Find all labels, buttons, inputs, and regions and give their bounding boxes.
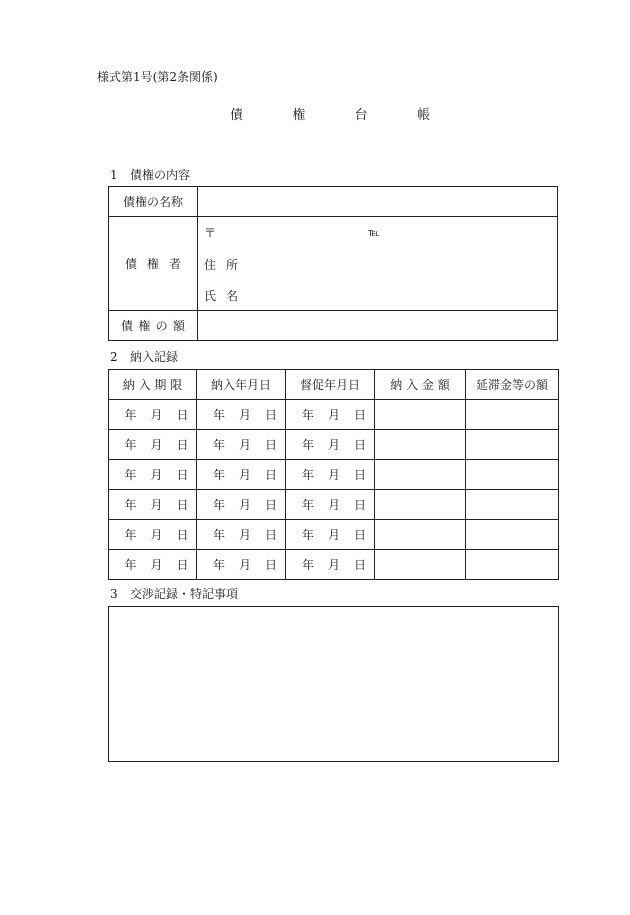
date-unit: 月 (327, 558, 340, 572)
header-late-fee: 延滞金等の額 (466, 370, 559, 400)
late-fee-cell[interactable] (466, 550, 559, 580)
date-placeholder (294, 496, 366, 513)
reminder-date-cell[interactable] (286, 430, 375, 460)
table-row (109, 400, 559, 430)
table-row (109, 460, 559, 490)
header-payment-amount: 納 入 金 額 (375, 370, 466, 400)
payment-record-table (108, 369, 559, 580)
date-unit: 月 (238, 438, 251, 452)
payment-amount-cell[interactable] (375, 430, 466, 460)
date-unit: 年 (213, 558, 226, 572)
date-unit: 年 (124, 438, 137, 452)
due-date-cell[interactable] (109, 550, 197, 580)
date-unit: 年 (302, 498, 315, 512)
date-unit: 年 (302, 528, 315, 542)
section-title: 債権の内容 (130, 168, 191, 182)
date-unit: 日 (353, 558, 366, 572)
date-placeholder (294, 526, 366, 543)
date-unit: 日 (176, 468, 189, 482)
due-date-cell[interactable] (109, 490, 197, 520)
date-unit: 年 (213, 408, 226, 422)
late-fee-cell[interactable] (466, 460, 559, 490)
date-unit: 日 (264, 558, 277, 572)
date-unit: 年 (124, 558, 137, 572)
label-char: の (155, 319, 168, 333)
date-placeholder (205, 496, 277, 513)
date-unit: 年 (213, 498, 226, 512)
reminder-date-cell[interactable] (286, 460, 375, 490)
payment-amount-cell[interactable] (375, 520, 466, 550)
label-char: 名 (225, 289, 238, 303)
payment-amount-cell[interactable] (375, 400, 466, 430)
payment-date-cell[interactable] (197, 550, 286, 580)
late-fee-cell[interactable] (466, 520, 559, 550)
section-title: 交渉記録・特記事項 (130, 587, 239, 601)
table-header-row (109, 370, 559, 400)
reminder-date-cell[interactable] (286, 490, 375, 520)
payment-date-cell[interactable] (197, 430, 286, 460)
label-char: 住 (204, 258, 217, 272)
date-unit: 年 (124, 498, 137, 512)
title-char: 権 (292, 108, 306, 123)
payment-date-cell[interactable] (197, 520, 286, 550)
date-placeholder (117, 436, 189, 453)
date-placeholder (294, 406, 366, 423)
label-char: 債 (125, 257, 138, 271)
header-payment-date: 納入年月日 (197, 370, 286, 400)
date-unit: 月 (327, 528, 340, 542)
name-label (204, 287, 238, 304)
date-unit: 日 (353, 438, 366, 452)
date-unit: 年 (213, 528, 226, 542)
header-reminder-date: 督促年月日 (286, 370, 375, 400)
title-char: 帳 (416, 108, 430, 123)
date-placeholder (294, 466, 366, 483)
date-placeholder (294, 556, 366, 573)
reminder-date-cell[interactable] (286, 520, 375, 550)
label-char: 所 (225, 258, 238, 272)
creditor-field[interactable] (198, 217, 558, 311)
date-unit: 年 (124, 468, 137, 482)
date-unit: 月 (150, 558, 163, 572)
table-row (109, 430, 559, 460)
date-unit: 月 (150, 438, 163, 452)
late-fee-cell[interactable] (466, 400, 559, 430)
claim-details-table (108, 186, 558, 341)
date-unit: 月 (150, 408, 163, 422)
payment-amount-cell[interactable] (375, 460, 466, 490)
claim-amount-field[interactable] (198, 311, 558, 341)
section-number: 1 (110, 168, 118, 182)
date-placeholder (117, 526, 189, 543)
claim-amount-label (109, 311, 198, 341)
date-unit: 日 (264, 468, 277, 482)
section-number: 3 (110, 587, 118, 601)
address-label (204, 256, 238, 273)
title-char: 債 (230, 108, 244, 123)
date-unit: 日 (176, 438, 189, 452)
reminder-date-cell[interactable] (286, 400, 375, 430)
date-unit: 日 (264, 408, 277, 422)
page-title (230, 104, 430, 123)
date-placeholder (205, 406, 277, 423)
date-unit: 年 (124, 528, 137, 542)
label-char: 債 (121, 319, 134, 333)
tel-mark: ℡ (368, 226, 380, 239)
date-unit: 年 (213, 438, 226, 452)
postal-mark: 〒 (204, 226, 217, 240)
section-number: 2 (110, 350, 118, 364)
payment-date-cell[interactable] (197, 490, 286, 520)
date-placeholder (117, 406, 189, 423)
label-char: 氏 (204, 289, 217, 303)
date-unit: 日 (176, 498, 189, 512)
date-placeholder (205, 466, 277, 483)
label-char: 者 (168, 257, 181, 271)
payment-amount-cell[interactable] (375, 550, 466, 580)
date-unit: 月 (150, 528, 163, 542)
due-date-cell[interactable] (109, 520, 197, 550)
date-unit: 月 (238, 528, 251, 542)
date-unit: 日 (264, 528, 277, 542)
date-unit: 月 (327, 498, 340, 512)
form-number: 様式第1号(第2条関係) (97, 70, 218, 84)
date-placeholder (117, 466, 189, 483)
claim-name-label: 債権の名称 (109, 187, 198, 217)
date-unit: 日 (353, 528, 366, 542)
date-unit: 月 (150, 468, 163, 482)
date-unit: 月 (150, 498, 163, 512)
payment-date-cell[interactable] (197, 400, 286, 430)
date-unit: 日 (264, 438, 277, 452)
label-char: 権 (146, 257, 159, 271)
date-unit: 年 (302, 408, 315, 422)
date-unit: 月 (327, 438, 340, 452)
claim-name-field[interactable] (198, 187, 558, 217)
date-placeholder (117, 496, 189, 513)
date-unit: 月 (327, 408, 340, 422)
payment-amount-cell[interactable] (375, 490, 466, 520)
date-unit: 日 (353, 498, 366, 512)
negotiation-notes-box[interactable] (108, 606, 559, 762)
date-unit: 月 (238, 558, 251, 572)
date-placeholder (205, 526, 277, 543)
late-fee-cell[interactable] (466, 430, 559, 460)
payment-date-cell[interactable] (197, 460, 286, 490)
label-char: 権 (138, 319, 151, 333)
date-unit: 年 (302, 558, 315, 572)
date-unit: 日 (176, 558, 189, 572)
table-row (109, 520, 559, 550)
title-char: 台 (354, 108, 368, 123)
date-placeholder (205, 556, 277, 573)
late-fee-cell[interactable] (466, 490, 559, 520)
date-unit: 月 (238, 408, 251, 422)
date-unit: 年 (302, 468, 315, 482)
section-3-heading (110, 585, 238, 602)
reminder-date-cell[interactable] (286, 550, 375, 580)
date-unit: 年 (302, 438, 315, 452)
date-unit: 日 (353, 408, 366, 422)
creditor-label (109, 217, 198, 311)
table-row (109, 550, 559, 580)
due-date-cell[interactable] (109, 460, 197, 490)
section-2-heading (110, 348, 178, 365)
date-unit: 日 (176, 528, 189, 542)
section-title: 納入記録 (130, 350, 179, 364)
table-row (109, 490, 559, 520)
section-1-heading (110, 166, 190, 183)
due-date-cell[interactable] (109, 400, 197, 430)
date-unit: 月 (327, 468, 340, 482)
label-char: 額 (172, 319, 185, 333)
header-due-date: 納 入 期 限 (109, 370, 197, 400)
due-date-cell[interactable] (109, 430, 197, 460)
date-unit: 日 (264, 498, 277, 512)
date-unit: 月 (238, 498, 251, 512)
date-placeholder (117, 556, 189, 573)
date-unit: 日 (353, 468, 366, 482)
date-unit: 年 (213, 468, 226, 482)
date-placeholder (205, 436, 277, 453)
date-unit: 日 (176, 408, 189, 422)
date-unit: 月 (238, 468, 251, 482)
date-unit: 年 (124, 408, 137, 422)
date-placeholder (294, 436, 366, 453)
